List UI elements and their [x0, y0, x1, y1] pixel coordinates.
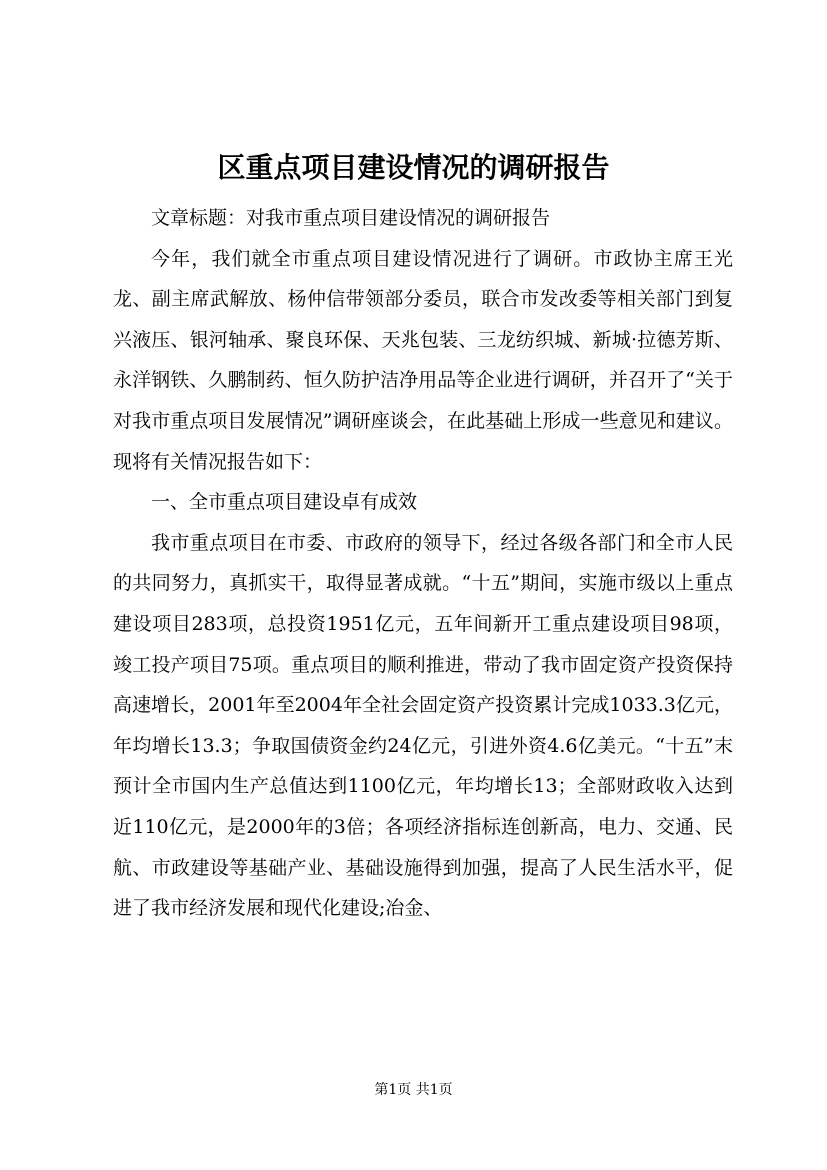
document-body [113, 198, 733, 929]
article-title-line: 文章标题：对我市重点项目建设情况的调研报告 [151, 207, 551, 229]
intro-paragraph: 今年，我们就全市重点项目建设情况进行了调研。市政协主席王光龙、副主席武解放、杨仲信带领部分委员，联合市发改委等相关部门到复兴液压、银河轴承、聚良环保、天兆包装、三龙纺织城、新城·拉德芳斯、永洋钢铁、久鹏制药、恒久防护洁净用品等企业进行调研，并召开了“关于对我市重点项目发展情况”调研座谈会，在此基础上形成一些意见和建议。现将有关情况报告如下： [113, 247, 733, 473]
achievements-paragraph: 我市重点项目在市委、市政府的领导下，经过各级各部门和全市人民的共同努力，真抓实干，取得显著成就。“十五”期间，实施市级以上重点建设项目283项，总投资1951亿元，五年间新开工重点建设项目98项，竣工投产项目75项。重点项目的顺利推进，带动了我市固定资产投资保持高速增长，2001年至2004年全社会固定资产投资累计完成1033.3亿元，年均增长13.3；争取国债资金约24亿元，引进外资4.6亿美元。“十五”末预计全市国内生产总值达到1100亿元，年均增长13；全部财政收入达到近110亿元，是2000年的3倍；各项经济指标连创新高，电力、交通、民航、市政建设等基础产业、基础设施得到加强，提高了人民生活水平，促进了我市经济发展和现代化建设;冶金、 [113, 531, 733, 920]
section-heading: 一、全市重点项目建设卓有成效 [151, 491, 418, 514]
document-title: 区重点项目建设情况的调研报告 [217, 151, 610, 184]
page-footer: 第1页 共1页 [374, 1082, 453, 1098]
